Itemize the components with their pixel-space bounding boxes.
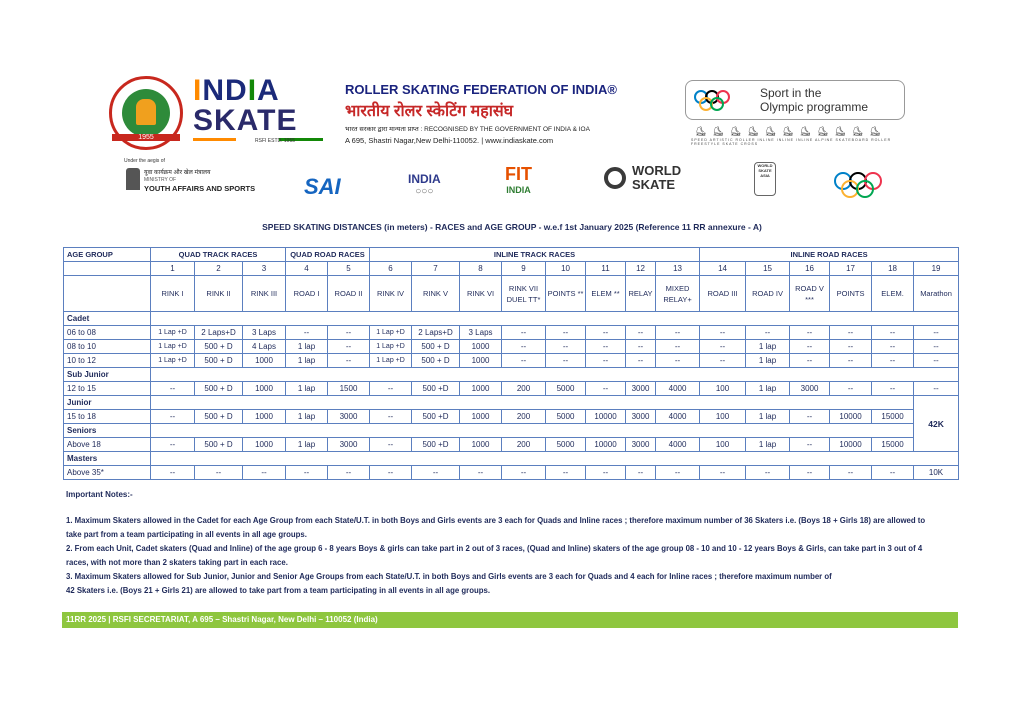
race-number-cell: 18 bbox=[872, 262, 914, 276]
table-cell: 5000 bbox=[546, 410, 586, 424]
table-cell: 1000 bbox=[460, 438, 502, 452]
ministry-hindi: युवा कार्यक्रम और खेल मंत्रालय bbox=[144, 170, 211, 176]
sponsor-logos bbox=[120, 158, 910, 206]
table-cell: -- bbox=[830, 382, 872, 396]
table-cell: -- bbox=[370, 382, 412, 396]
table-cell: -- bbox=[700, 326, 746, 340]
table-cell: -- bbox=[502, 326, 546, 340]
table-cell: -- bbox=[546, 340, 586, 354]
table-cell: -- bbox=[286, 466, 328, 480]
table-cell: 10000 bbox=[830, 410, 872, 424]
table-cell: 3000 bbox=[626, 410, 656, 424]
table-row bbox=[64, 354, 959, 368]
table-cell: 1000 bbox=[243, 382, 286, 396]
race-number-cell: 9 bbox=[502, 262, 546, 276]
race-number-cell: 3 bbox=[243, 262, 286, 276]
race-number-cell: 12 bbox=[626, 262, 656, 276]
table-cell: -- bbox=[790, 354, 830, 368]
table-cell: 1 lap bbox=[286, 382, 328, 396]
table-cell: 100 bbox=[700, 410, 746, 424]
table-cell: 15000 bbox=[872, 438, 914, 452]
table-cell: -- bbox=[151, 410, 195, 424]
table-cell: 500 + D bbox=[412, 354, 460, 368]
sport-discipline-labels: SPEED ARTISTIC ROLLER INLINE INLINE INLINE ALPINE SKATEBOARD ROLLER FREESTYLE SKATE CROSS bbox=[691, 138, 892, 146]
age-range-label: 08 to 10 bbox=[64, 340, 151, 354]
section-label: Seniors bbox=[64, 424, 151, 438]
section-label: Masters bbox=[64, 452, 151, 466]
table-cell: -- bbox=[872, 382, 914, 396]
table-cell: 3000 bbox=[328, 438, 370, 452]
table-cell: 1 lap bbox=[286, 438, 328, 452]
event-name-cell: ELEM ** bbox=[586, 276, 626, 312]
footer-bar: 11RR 2025 | RSFI SECRETARIAT, A 695 – Shastri Nagar, New Delhi – 110052 (India) bbox=[62, 612, 958, 628]
small-rings-icon: ○○○ bbox=[415, 186, 434, 197]
table-cell: -- bbox=[328, 326, 370, 340]
table-cell: -- bbox=[914, 382, 959, 396]
table-cell: 5000 bbox=[546, 382, 586, 396]
race-number-cell: 10 bbox=[546, 262, 586, 276]
rsfi-seal-logo bbox=[109, 76, 183, 150]
table-cell: -- bbox=[626, 466, 656, 480]
table-group-header-row bbox=[64, 248, 959, 262]
table-cell: -- bbox=[790, 326, 830, 340]
table-cell: -- bbox=[586, 340, 626, 354]
table-cell: 200 bbox=[502, 382, 546, 396]
table-cell: -- bbox=[790, 438, 830, 452]
age-range-label: 10 to 12 bbox=[64, 354, 151, 368]
table-cell: 1 Lap +D bbox=[151, 326, 195, 340]
event-name-cell: POINTS ** bbox=[546, 276, 586, 312]
race-number-cell: 17 bbox=[830, 262, 872, 276]
table-row bbox=[64, 438, 959, 452]
quad-road-header: QUAD ROAD RACES bbox=[286, 248, 370, 262]
table-cell: -- bbox=[243, 466, 286, 480]
race-number-cell: 2 bbox=[195, 262, 243, 276]
table-row bbox=[64, 466, 959, 480]
table-cell: 1 lap bbox=[286, 410, 328, 424]
table-cell: -- bbox=[546, 354, 586, 368]
table-cell: 5000 bbox=[546, 438, 586, 452]
notes-heading: Important Notes:- bbox=[66, 490, 133, 499]
table-cell: 3 Laps bbox=[460, 326, 502, 340]
event-name-cell: ROAD V *** bbox=[790, 276, 830, 312]
table-cell: 1000 bbox=[460, 354, 502, 368]
race-number-cell: 14 bbox=[700, 262, 746, 276]
table-cell: -- bbox=[790, 340, 830, 354]
table-cell: 1000 bbox=[243, 354, 286, 368]
table-cell: -- bbox=[746, 466, 790, 480]
table-cell: -- bbox=[626, 354, 656, 368]
table-cell: -- bbox=[914, 354, 959, 368]
table-cell: -- bbox=[790, 466, 830, 480]
table-event-row bbox=[64, 276, 959, 312]
india-olympic-logo: INDIA ○○○ bbox=[408, 172, 441, 197]
table-cell: -- bbox=[586, 326, 626, 340]
table-number-row bbox=[64, 262, 959, 276]
ministry-name: YOUTH AFFAIRS AND SPORTS bbox=[144, 184, 256, 193]
event-name-cell: ROAD IV bbox=[746, 276, 790, 312]
table-cell: 500 + D bbox=[195, 438, 243, 452]
section-row-seniors bbox=[64, 424, 959, 438]
table-cell: -- bbox=[656, 354, 700, 368]
table-cell: 1 Lap +D bbox=[151, 354, 195, 368]
event-name-cell: ROAD III bbox=[700, 276, 746, 312]
ministry-small: MINISTRY OF bbox=[144, 177, 177, 183]
table-cell: 500 + D bbox=[195, 354, 243, 368]
ministry-under: Under the aegis of bbox=[124, 158, 165, 164]
age-range-label: Above 18 bbox=[64, 438, 151, 452]
table-cell: -- bbox=[626, 326, 656, 340]
age-range-label: 15 to 18 bbox=[64, 410, 151, 424]
olympic-rings-icon bbox=[694, 88, 750, 112]
table-cell: -- bbox=[151, 382, 195, 396]
table-cell: -- bbox=[914, 326, 959, 340]
table-cell: -- bbox=[656, 340, 700, 354]
quad-track-header: QUAD TRACK RACES bbox=[151, 248, 286, 262]
inline-track-header: INLINE TRACK RACES bbox=[370, 248, 700, 262]
skater-emblem-icon bbox=[122, 89, 170, 137]
table-cell: -- bbox=[195, 466, 243, 480]
table-cell: -- bbox=[872, 326, 914, 340]
olympic-rings-icon bbox=[834, 170, 898, 196]
event-name-cell: ELEM. bbox=[872, 276, 914, 312]
table-cell: -- bbox=[830, 340, 872, 354]
table-cell: 4000 bbox=[656, 382, 700, 396]
event-name-cell: RINK VI bbox=[460, 276, 502, 312]
race-number-cell: 19 bbox=[914, 262, 959, 276]
table-cell: 3000 bbox=[626, 438, 656, 452]
table-cell: 3 Laps bbox=[243, 326, 286, 340]
table-cell: -- bbox=[586, 382, 626, 396]
seal-year: 1955 bbox=[112, 134, 180, 141]
document-title: SPEED SKATING DISTANCES (in meters) - RACES and AGE GROUP - w.e.f 1st January 2025 (Reference 11 RR annexure - A) bbox=[262, 222, 762, 232]
table-cell: -- bbox=[286, 326, 328, 340]
age-group-header: AGE GROUP bbox=[64, 248, 151, 262]
note-3: 3. Maximum Skaters allowed for Sub Junior, Junior and Senior Age Groups from each State/U.T. in both Boys and Girls events are 3 each for Quads and 4 each for Inline races ; therefore maximum number of 42 Skaters i.e. (Boys 21 + Girls 21) are allowed to take part from a team participating in all events in all age groups. bbox=[66, 572, 832, 595]
section-row-sub-junior bbox=[64, 368, 959, 382]
table-cell: -- bbox=[328, 466, 370, 480]
table-cell: -- bbox=[656, 326, 700, 340]
table-cell: -- bbox=[700, 340, 746, 354]
table-cell: 1 lap bbox=[746, 382, 790, 396]
logo-estd: RSFI ESTD. 1955 bbox=[255, 138, 296, 144]
table-cell: -- bbox=[790, 410, 830, 424]
national-emblem-icon bbox=[126, 168, 140, 190]
table-cell: -- bbox=[460, 466, 502, 480]
table-cell: 500 + D bbox=[412, 340, 460, 354]
age-range-label: 06 to 08 bbox=[64, 326, 151, 340]
federation-title: ROLLER SKATING FEDERATION OF INDIA® bbox=[345, 82, 617, 97]
world-skate-logo: WORLD SKATE bbox=[604, 164, 681, 192]
table-cell: 10000 bbox=[586, 438, 626, 452]
table-cell: -- bbox=[586, 354, 626, 368]
table-cell: -- bbox=[872, 354, 914, 368]
table-cell: 1 lap bbox=[286, 340, 328, 354]
table-cell: 500 +D bbox=[412, 438, 460, 452]
india-skate-logo-india: INDIA bbox=[193, 74, 280, 107]
table-cell: -- bbox=[370, 410, 412, 424]
event-name-cell: RINK VII DUEL TT* bbox=[502, 276, 546, 312]
table-cell: 10000 bbox=[586, 410, 626, 424]
india-skate-logo-skate: SKATE bbox=[193, 104, 298, 137]
event-name-cell: RELAY bbox=[626, 276, 656, 312]
address-text: A 695, Shastri Nagar,New Delhi-110052. | www.indiaskate.com bbox=[345, 136, 554, 145]
table-cell: 1000 bbox=[243, 438, 286, 452]
event-name-cell: Marathon bbox=[914, 276, 959, 312]
race-number-cell: 8 bbox=[460, 262, 502, 276]
olympic-text: Sport in the Olympic programme bbox=[760, 86, 869, 114]
table-cell: 1000 bbox=[460, 340, 502, 354]
table-cell: -- bbox=[546, 466, 586, 480]
section-label: Junior bbox=[64, 396, 151, 410]
table-cell: -- bbox=[151, 466, 195, 480]
table-cell: 1 lap bbox=[286, 354, 328, 368]
table-cell: 4000 bbox=[656, 410, 700, 424]
table-cell: -- bbox=[328, 340, 370, 354]
table-row bbox=[64, 340, 959, 354]
table-cell: -- bbox=[872, 466, 914, 480]
table-cell: -- bbox=[412, 466, 460, 480]
section-label: Cadet bbox=[64, 312, 151, 326]
table-cell: 100 bbox=[700, 438, 746, 452]
race-number-cell: 4 bbox=[286, 262, 328, 276]
event-name-cell: MIXED RELAY+ bbox=[656, 276, 700, 312]
sai-logo: SAI bbox=[304, 174, 341, 199]
event-name-cell: RINK II bbox=[195, 276, 243, 312]
table-cell: 500 + D bbox=[195, 382, 243, 396]
table-cell: -- bbox=[502, 466, 546, 480]
table-cell: 3000 bbox=[790, 382, 830, 396]
table-cell: 1000 bbox=[460, 410, 502, 424]
world-skate-asia-logo: WORLD SKATE ASIA bbox=[754, 162, 776, 196]
marathon-merged-cell: 42K bbox=[914, 396, 959, 452]
table-cell: -- bbox=[746, 326, 790, 340]
federation-block bbox=[345, 82, 675, 145]
table-cell: 4000 bbox=[656, 438, 700, 452]
table-cell: 3000 bbox=[626, 382, 656, 396]
table-cell: -- bbox=[830, 354, 872, 368]
section-row-junior bbox=[64, 396, 959, 410]
table-cell: -- bbox=[830, 466, 872, 480]
olympic-programme-badge bbox=[685, 80, 905, 120]
table-cell: 1 lap bbox=[746, 354, 790, 368]
table-cell: 100 bbox=[700, 382, 746, 396]
race-number-cell: 7 bbox=[412, 262, 460, 276]
race-number-cell: 6 bbox=[370, 262, 412, 276]
table-cell: -- bbox=[830, 326, 872, 340]
table-cell: 1000 bbox=[460, 382, 502, 396]
event-name-cell: RINK IV bbox=[370, 276, 412, 312]
table-cell: 1 lap bbox=[746, 340, 790, 354]
table-cell: -- bbox=[151, 438, 195, 452]
table-cell: -- bbox=[700, 354, 746, 368]
inline-road-header: INLINE ROAD RACES bbox=[700, 248, 959, 262]
event-name-cell: POINTS bbox=[830, 276, 872, 312]
age-range-label: 12 to 15 bbox=[64, 382, 151, 396]
table-cell: 4 Laps bbox=[243, 340, 286, 354]
table-cell: -- bbox=[502, 340, 546, 354]
sport-discipline-icons: ⛸⛸⛸⛸⛸⛸⛸⛸⛸⛸⛸ bbox=[695, 126, 887, 136]
race-number-cell: 13 bbox=[656, 262, 700, 276]
note-2: 2. From each Unit, Cadet skaters (Quad and Inline) of the age group 6 - 8 years Boys & girls can take part in 2 out of 3 races, (Quad and Inline) skaters of the age group 08 - 10 and 10 - 12 years Boys & Girls, can take part in 3 out of 4 races, with not more than 2 skaters taking part in each race. bbox=[66, 544, 923, 567]
section-row-masters bbox=[64, 452, 959, 466]
table-cell: 500 + D bbox=[195, 410, 243, 424]
table-cell: -- bbox=[586, 466, 626, 480]
table-cell: 1500 bbox=[328, 382, 370, 396]
fit-india-logo: FIT INDIA bbox=[505, 164, 532, 195]
event-name-cell: ROAD I bbox=[286, 276, 328, 312]
note-1: 1. Maximum Skaters allowed in the Cadet for each Age Group from each State/U.T. in both Boys and Girls events are 3 each for Quads and Inline races ; therefore maximum number of 36 Skaters i.e. (Boys 18 + Girls 18) are allowed to take part from a team participating in all events in all age groups. bbox=[66, 516, 926, 539]
table-cell: -- bbox=[872, 340, 914, 354]
table-cell: 10K bbox=[914, 466, 959, 480]
race-number-cell: 16 bbox=[790, 262, 830, 276]
table-cell: -- bbox=[914, 340, 959, 354]
table-cell: -- bbox=[370, 438, 412, 452]
section-label: Sub Junior bbox=[64, 368, 151, 382]
table-cell: 1 Lap +D bbox=[370, 354, 412, 368]
table-cell: 10000 bbox=[830, 438, 872, 452]
table-cell: 2 Laps+D bbox=[412, 326, 460, 340]
table-cell: -- bbox=[626, 340, 656, 354]
age-range-label: Above 35* bbox=[64, 466, 151, 480]
table-cell: 1 lap bbox=[746, 410, 790, 424]
event-name-cell: ROAD II bbox=[328, 276, 370, 312]
table-cell: 500 +D bbox=[412, 382, 460, 396]
table-cell: 200 bbox=[502, 438, 546, 452]
table-cell: 1 Lap +D bbox=[370, 326, 412, 340]
race-number-cell: 11 bbox=[586, 262, 626, 276]
table-cell: 15000 bbox=[872, 410, 914, 424]
table-cell: -- bbox=[370, 466, 412, 480]
table-cell: 1000 bbox=[243, 410, 286, 424]
table-cell: 500 + D bbox=[195, 340, 243, 354]
world-skate-icon bbox=[604, 167, 626, 189]
table-cell: -- bbox=[700, 466, 746, 480]
recognition-text: भारत सरकार द्वारा मान्यता प्राप्त : RECOGNISED BY THE GOVERNMENT OF INDIA & IOA bbox=[345, 126, 590, 133]
table-row bbox=[64, 410, 959, 424]
race-number-cell: 5 bbox=[328, 262, 370, 276]
table-cell: 3000 bbox=[328, 410, 370, 424]
section-row-cadet bbox=[64, 312, 959, 326]
race-number-cell: 15 bbox=[746, 262, 790, 276]
table-cell: 1 Lap +D bbox=[370, 340, 412, 354]
table-cell: 2 Laps+D bbox=[195, 326, 243, 340]
table-cell: 1 Lap +D bbox=[151, 340, 195, 354]
table-row bbox=[64, 382, 959, 396]
table-cell: -- bbox=[328, 354, 370, 368]
event-name-cell: RINK V bbox=[412, 276, 460, 312]
race-number-cell: 1 bbox=[151, 262, 195, 276]
table-row bbox=[64, 326, 959, 340]
table-cell: -- bbox=[502, 354, 546, 368]
table-cell: -- bbox=[656, 466, 700, 480]
event-name-cell: RINK I bbox=[151, 276, 195, 312]
table-cell: -- bbox=[546, 326, 586, 340]
speed-skating-table bbox=[63, 247, 959, 480]
federation-hindi: भारतीय रोलर स्केटिंग महासंघ bbox=[345, 103, 514, 120]
table-cell: 500 +D bbox=[412, 410, 460, 424]
event-name-cell: RINK III bbox=[243, 276, 286, 312]
table-cell: 1 lap bbox=[746, 438, 790, 452]
table-cell: 200 bbox=[502, 410, 546, 424]
header bbox=[105, 72, 905, 152]
